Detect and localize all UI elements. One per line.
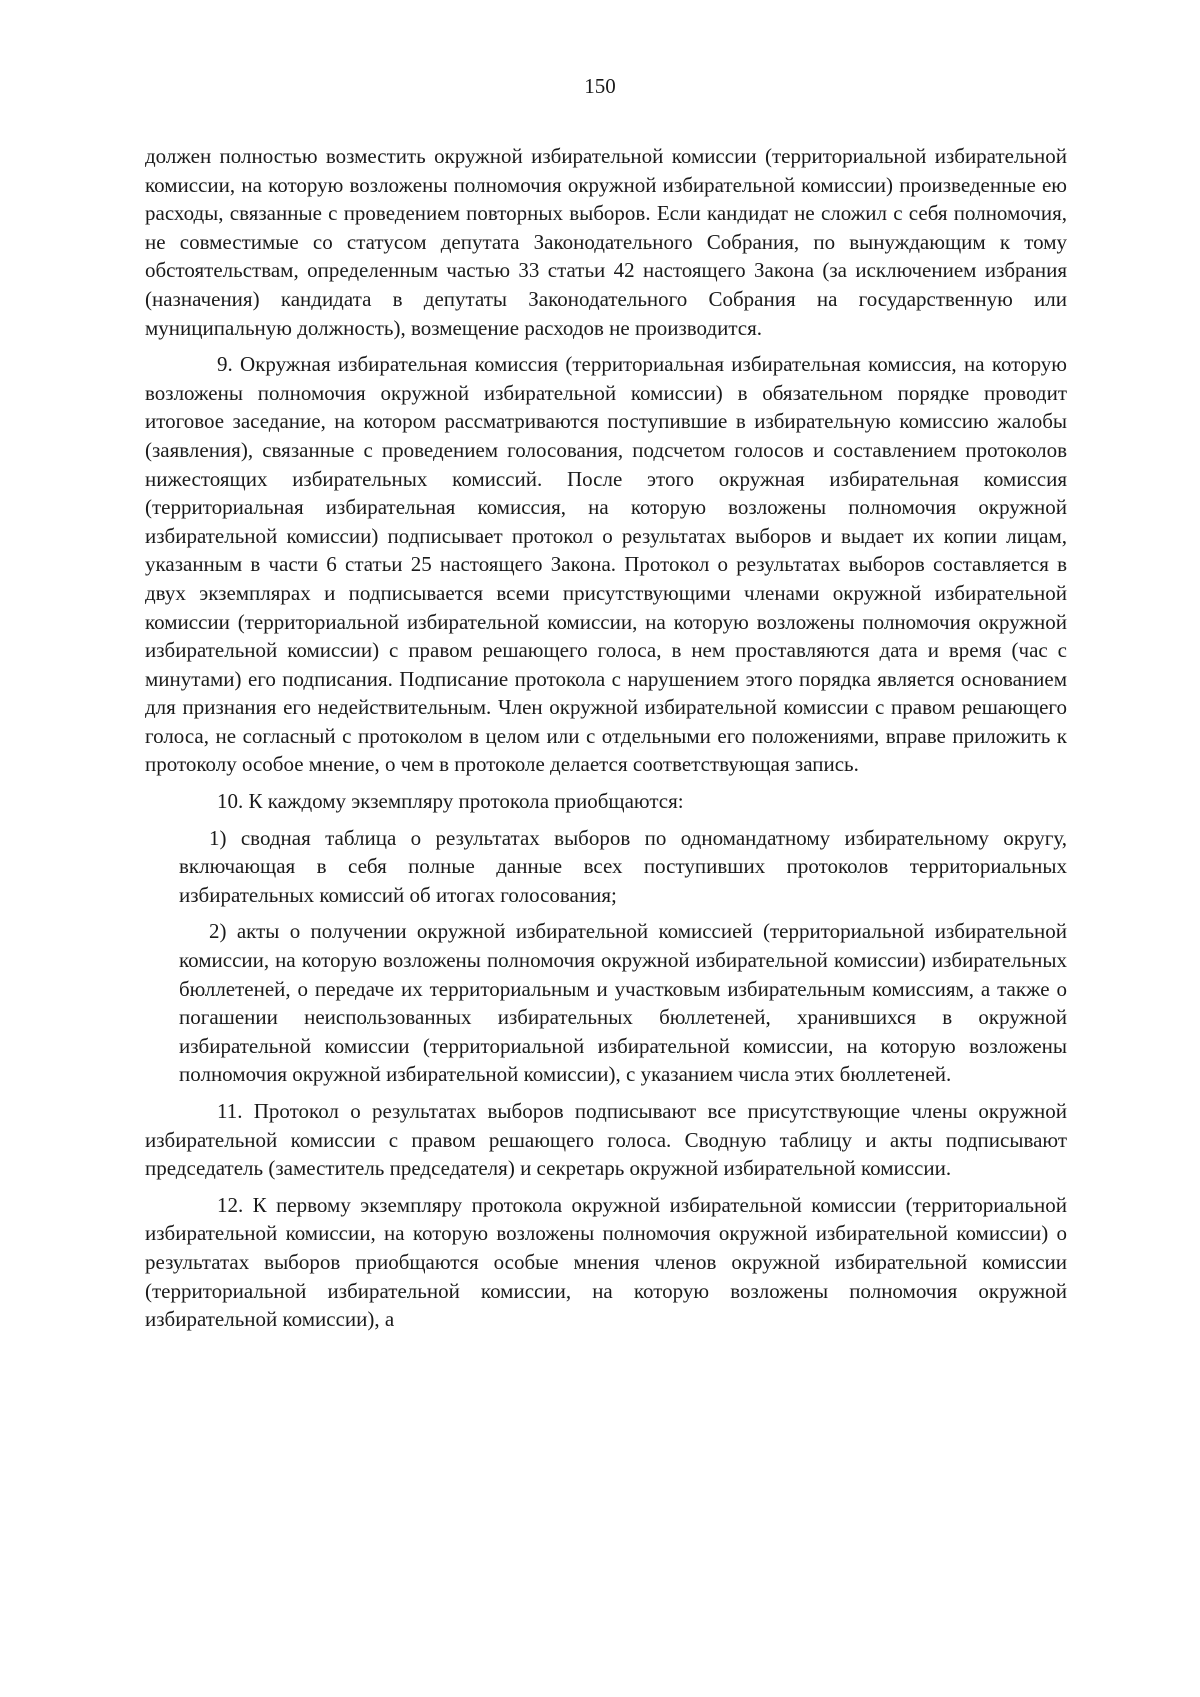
paragraph-continuation: должен полностью возместить окружной избирательной комиссии (территориальной избирательной комиссии, на которую возложены полномочия окружной избирательной комиссии) произведенные ею расходы, связанные с проведением повторных выборов. Если кандидат не сложил с себя полномочия, не совместимые со статусом депутата Законодательного Собрания, по вынуждающим к тому обстоятельствам, определенным частью 33 статьи 42 настоящего Закона (за исключением избрания (назначения) кандидата в депутаты Законодательного Собрания на государственную или муниципальную должность), возмещение расходов не производится.: [145, 144, 1067, 340]
paragraph-10: 10. К каждому экземпляру протокола приобщаются:: [217, 789, 684, 814]
document-body: [145, 142, 1067, 1342]
paragraph-10-item-2: 2) акты о получении окружной избирательной комиссией (территориальной избирательной комиссии, на которую возложены полномочия окружной избирательной комиссии) избирательных бюллетеней, о передаче их территориальным и участковым избирательным комиссиям, а также о погашении неиспользованных избирательных бюллетеней, хранившихся в окружной избирательной комиссии (территориальной избирательной комиссии, на которую возложены полномочия окружной избирательной комиссии), с указанием числа этих бюллетеней.: [179, 919, 1067, 1087]
paragraph-10-item-1: 1) сводная таблица о результатах выборов по одномандатному избирательному округу, включающая в себя полные данные всех поступивших протоколов территориальных избирательных комиссий об итогах голосования;: [179, 825, 1067, 907]
paragraph-9: 9. Окружная избирательная комиссия (территориальная избирательная комиссия, на которую возложены полномочия окружной избирательной комиссии) в обязательном порядке проводит итоговое заседание, на котором рассматриваются поступившие в избирательную комиссию жалобы (заявления), связанные с проведением голосования, подсчетом голосов и составлением протоколов нижестоящих избирательных комиссий. После этого окружная избирательная комиссия (территориальная избирательная комиссия, на которую возложены полномочия окружной избирательной комиссии) подписывает протокол о результатах выборов и выдает их копии лицам, указанным в части 6 статьи 25 настоящего Закона. Протокол о результатах выборов составляется в двух экземплярах и подписывается всеми присутствующими членами окружной избирательной комиссии (территориальной избирательной комиссии, на которую возложены полномочия окружной избирательной комиссии) с правом решающего голоса, в нем проставляются дата и время (час с минутами) его подписания. Подписание протокола с нарушением этого порядка является основанием для признания его недействительным. Член окружной избирательной комиссии с правом решающего голоса, не согласный с протоколом в целом или с отдельными его положениями, вправе приложить к протоколу особое мнение, о чем в протоколе делается соответствующая запись.: [145, 352, 1067, 777]
page-number: 150: [584, 74, 616, 98]
paragraph-12: 12. К первому экземпляру протокола окружной избирательной комиссии (территориальной избирательной комиссии, на которую возложены полномочия окружной избирательной комиссии) о результатах выборов приобщаются особые мнения членов окружной избирательной комиссии (территориальной избирательной комиссии, на которую возложены полномочия окружной избирательной комиссии), а: [145, 1192, 1067, 1332]
paragraph-11: 11. Протокол о результатах выборов подписывают все присутствующие члены окружной избирательной комиссии с правом решающего голоса. Сводную таблицу и акты подписывают председатель (заместитель председателя) и секретарь окружной избирательной комиссии.: [145, 1099, 1067, 1181]
